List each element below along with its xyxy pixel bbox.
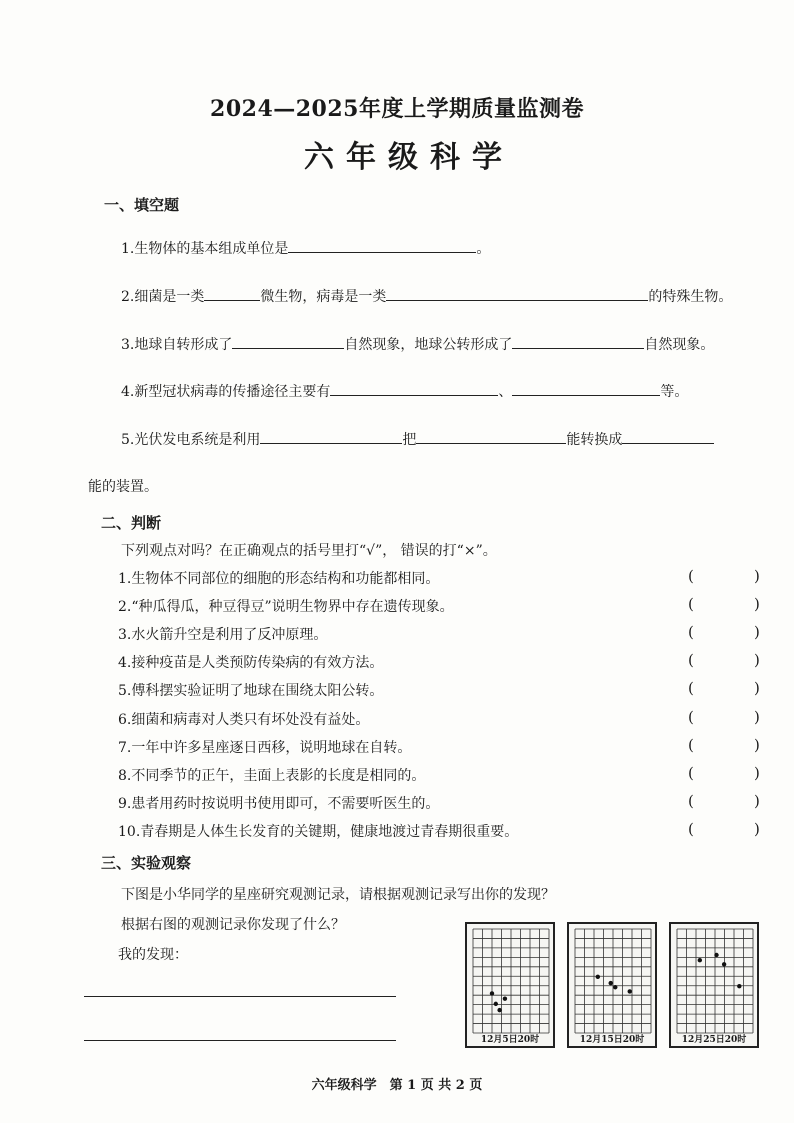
q5-blank-3[interactable]	[622, 429, 714, 444]
paren-right: )	[754, 595, 760, 614]
panel-caption: 12月5日20时	[480, 1035, 540, 1045]
star-dot	[737, 984, 741, 988]
page-footer: 六年级科学 第 1 页 共 2 页	[311, 1078, 483, 1093]
judge-item: 9.患者用药时按说明书使用即可，不需要听医生的。	[118, 795, 440, 812]
q1-end: 。	[476, 241, 491, 257]
paren-left: (	[688, 651, 694, 670]
q3-text-a: 3.地球自转形成了	[121, 337, 233, 353]
experiment-intro: 下图是小华同学的星座研究观测记录，请根据观测记录写出你的发现？	[121, 887, 555, 903]
paren-left: (	[688, 763, 694, 782]
judge-item: 1.生物体不同部位的细胞的形态结构和功能都相同。	[118, 571, 440, 587]
star-chart-panel	[669, 922, 759, 1048]
answer-line-2[interactable]	[84, 1040, 396, 1041]
q5-continuation: 能的装置。	[88, 479, 158, 495]
section2-heading: 二、判断	[101, 514, 162, 532]
star-dot	[490, 991, 494, 995]
q3-blank-2[interactable]	[512, 334, 644, 349]
paren-right: )	[754, 679, 760, 698]
answer-parentheses[interactable]	[688, 792, 764, 810]
q4-text-c: 等。	[660, 384, 689, 400]
paren-right: )	[754, 763, 760, 782]
paren-left: (	[688, 735, 694, 754]
judge-item: 6.细菌和病毒对人类只有坏处没有益处。	[118, 711, 370, 728]
paren-left: (	[688, 819, 694, 838]
paren-right: )	[754, 819, 760, 838]
section3-heading: 三、实验观察	[101, 854, 192, 872]
star-dot	[722, 962, 726, 966]
answer-parentheses[interactable]	[688, 595, 764, 613]
q1-text: 1.生物体的基本组成单位是	[121, 241, 289, 257]
paren-right: )	[754, 707, 760, 726]
exam-title: 2024—2025年度上学期质量监测卷	[210, 96, 584, 122]
q3-text-c: 自然现象。	[644, 337, 715, 353]
paren-right: )	[754, 651, 760, 670]
paren-left: (	[688, 567, 694, 585]
q4-text-b: 、	[498, 384, 513, 400]
q3-text-b: 自然现象，地球公转形成了	[344, 337, 513, 353]
star-dot	[609, 981, 613, 985]
judge-item: 10.青春期是人体生长发育的关键期，健康地渡过青春期很重要。	[118, 823, 519, 840]
panel-caption: 12月15日20时	[579, 1035, 645, 1045]
q4-blank-1[interactable]	[330, 381, 498, 396]
fill-question-3	[121, 334, 714, 354]
answer-parentheses[interactable]	[688, 623, 764, 641]
fill-question-2	[121, 286, 732, 306]
judge-instruction: 下列观点对吗？在正确观点的括号里打“√”， 错误的打“×”。	[121, 543, 497, 559]
star-dot	[628, 989, 632, 993]
fill-question-4	[121, 381, 688, 401]
panel-caption: 12月25日20时	[681, 1035, 747, 1045]
paren-left: (	[688, 623, 694, 642]
q5-text-c: 能转换成	[566, 432, 623, 448]
star-dot	[503, 996, 507, 1000]
paren-right: )	[754, 623, 760, 642]
q2-text-b: 微生物，病毒是一类	[260, 289, 387, 305]
experiment-question: 根据右图的观测记录你发现了什么？	[121, 917, 345, 933]
answer-line-1[interactable]	[84, 996, 396, 997]
star-dot	[613, 985, 617, 989]
fill-question-5	[121, 429, 714, 449]
judge-item: 8.不同季节的正午，圭面上表影的长度是相同的。	[118, 767, 426, 784]
answer-parentheses[interactable]	[688, 764, 764, 782]
star-dot	[714, 953, 718, 957]
q2-blank-1[interactable]	[204, 286, 260, 301]
judge-item: 3.水火箭升空是利用了反冲原理。	[118, 627, 328, 644]
q2-blank-2[interactable]	[386, 286, 648, 301]
q2-text-c: 的特殊生物。	[648, 289, 733, 305]
exam-subject-title: 六年级科学	[304, 140, 514, 175]
star-dot	[698, 958, 702, 962]
judge-item: 4.接种疫苗是人类预防传染病的有效方法。	[118, 655, 384, 672]
star-dot	[596, 975, 600, 979]
finding-label: 我的发现：	[118, 947, 188, 963]
paren-left: (	[688, 707, 694, 726]
paren-left: (	[688, 595, 694, 614]
paren-right: )	[754, 791, 760, 810]
judge-item: 2.“种瓜得瓜，种豆得豆”说明生物界中存在遗传现象。	[118, 599, 454, 616]
answer-parentheses[interactable]	[688, 567, 764, 585]
q5-text-a: 5.光伏发电系统是利用	[121, 432, 261, 448]
q1-blank[interactable]	[288, 238, 476, 253]
q5-text-b: 把	[402, 432, 417, 448]
paren-left: (	[688, 679, 694, 698]
answer-parentheses[interactable]	[688, 708, 764, 726]
answer-parentheses[interactable]	[688, 736, 764, 754]
star-chart-panel	[465, 922, 555, 1048]
star-dot	[497, 1008, 501, 1012]
paren-left: (	[688, 791, 694, 810]
section1-heading: 一、填空题	[104, 196, 180, 214]
q5-blank-1[interactable]	[260, 429, 402, 444]
q4-text-a: 4.新型冠状病毒的传播途径主要有	[121, 384, 331, 400]
q2-text-a: 2.细菌是一类	[121, 289, 205, 305]
fill-question-1	[121, 238, 490, 258]
star-dot	[494, 1002, 498, 1006]
star-chart-panel	[567, 922, 657, 1048]
judge-item: 7.一年中许多星座逐日西移，说明地球在自转。	[118, 739, 412, 756]
q3-blank-1[interactable]	[232, 334, 344, 349]
answer-parentheses[interactable]	[688, 651, 764, 669]
answer-parentheses[interactable]	[688, 820, 764, 838]
q5-blank-2[interactable]	[416, 429, 566, 444]
judge-item: 5.傅科摆实验证明了地球在围绕太阳公转。	[118, 683, 384, 700]
answer-parentheses[interactable]	[688, 679, 764, 697]
paren-right: )	[754, 735, 760, 754]
q4-blank-2[interactable]	[512, 381, 660, 396]
paren-right: )	[754, 567, 760, 585]
